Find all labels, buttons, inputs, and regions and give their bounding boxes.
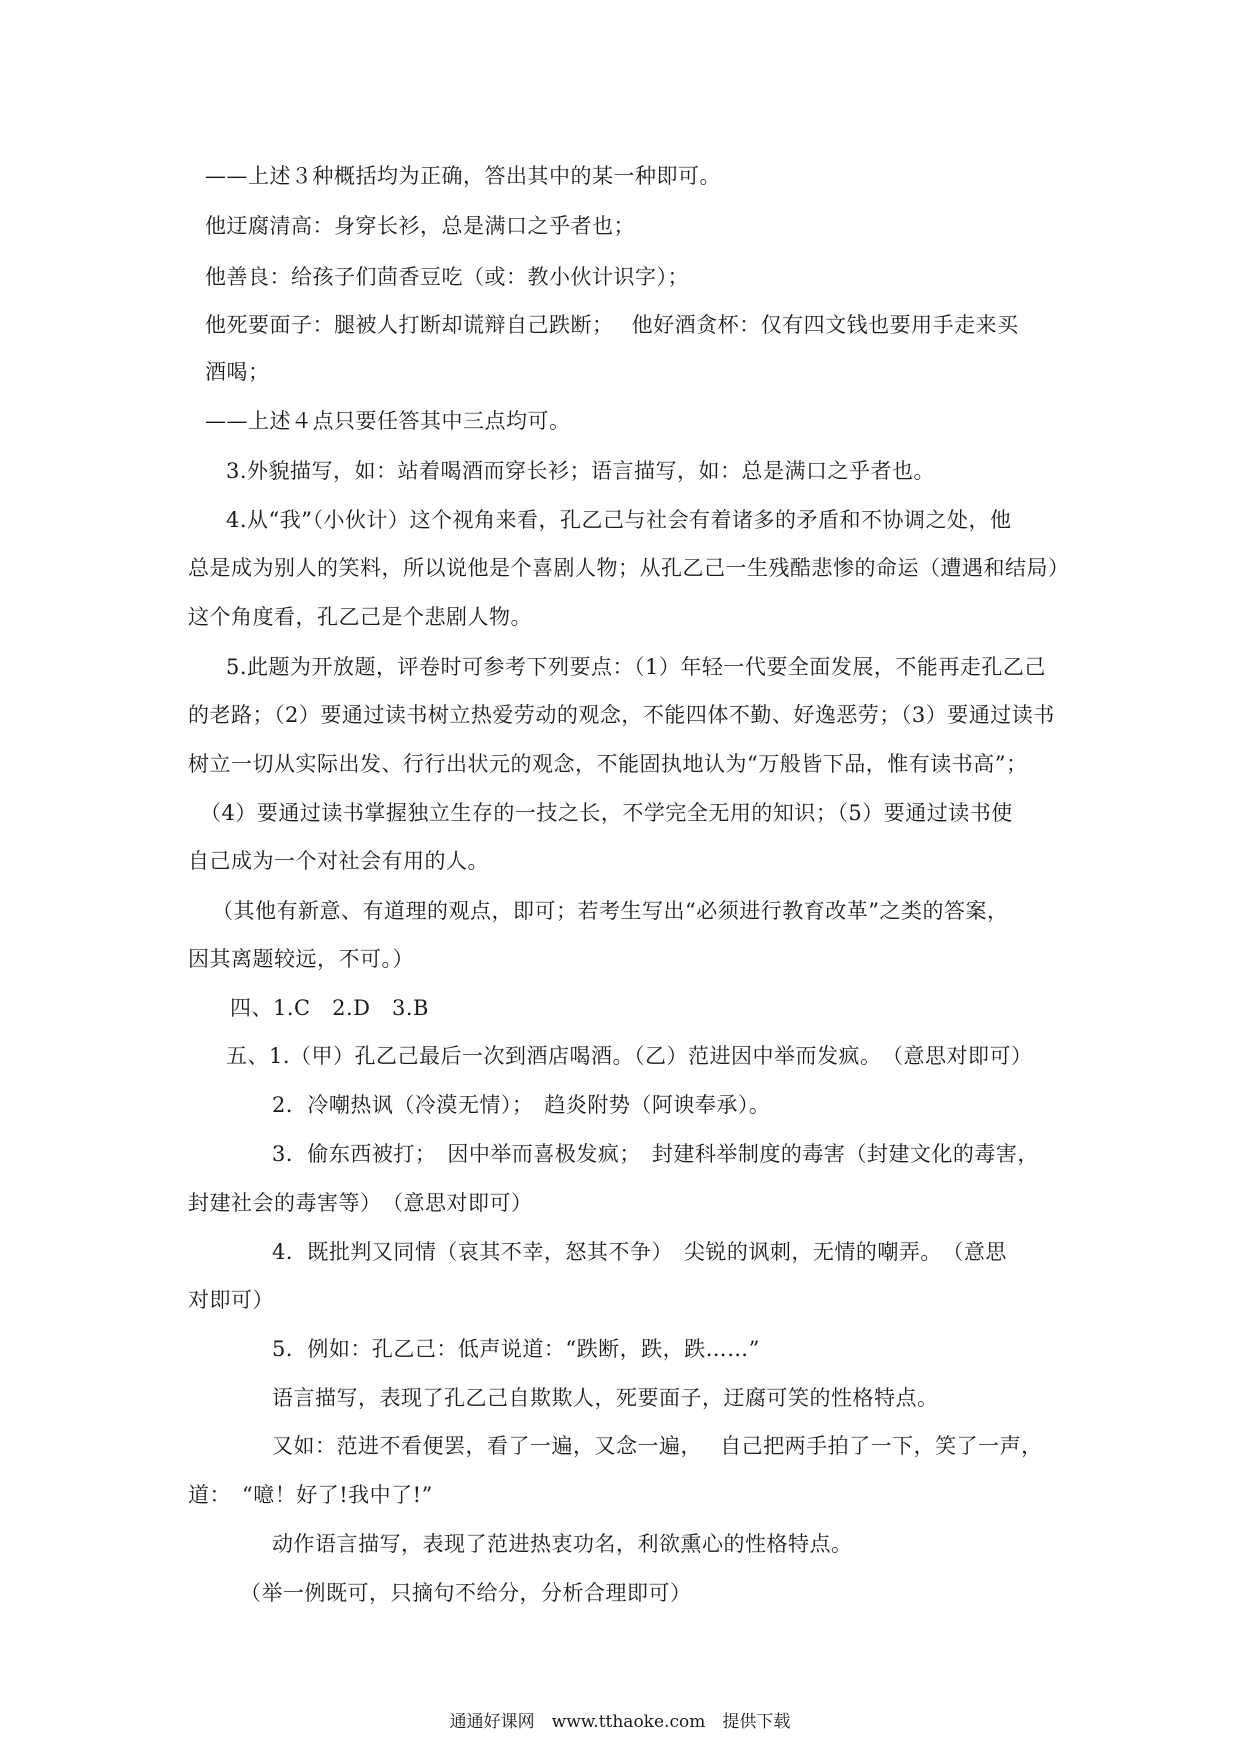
text-line: （其他有新意、有道理的观点，即可；若考生写出“必须进行教育改革”之类的答案， xyxy=(212,899,1009,923)
text-line: 语言描写，表现了孔乙己自欺欺人，死要面子，迂腐可笑的性格特点。 xyxy=(272,1386,939,1410)
text-line: 对即可） xyxy=(188,1288,274,1312)
text-line: 道： “噫！好了!我中了!” xyxy=(188,1483,433,1507)
text-line: 4．既批判又同情（哀其不幸，怒其不争） 尖锐的讽刺，无情的嘲弄。 （意思 xyxy=(272,1240,1007,1264)
text-line: 他死要面子：腿被人打断却谎辩自己跌断； 他好酒贪杯：仅有四文钱也要用手走来买 xyxy=(205,313,1019,337)
text-line: 酒喝； xyxy=(205,360,270,384)
text-line: 的老路；（2）要通过读书树立热爱劳动的观念，不能四体不勤、好逸恶劳；（3）要通过读书 xyxy=(188,703,1055,727)
text-line: 自己成为一个对社会有用的人。 xyxy=(188,849,489,873)
text-line: 这个角度看，孔乙己是个悲剧人物。 xyxy=(188,605,532,629)
text-line: 3.外貌描写，如：站着喝酒而穿长衫；语言描写，如：总是满口之乎者也。 xyxy=(226,459,936,483)
text-line: 总是成为别人的笑料，所以说他是个喜剧人物；从孔乙己一生残酷悲惨的命运（遭遇和结局） xyxy=(188,556,1070,580)
text-line: 4.从“我”（小伙计）这个视角来看，孔乙己与社会有着诸多的矛盾和不协调之处，他 xyxy=(226,508,1012,532)
text-line: 五、1.（甲）孔乙己最后一次到酒店喝酒。（乙）范进因中举而发疯。 （意思对即可） xyxy=(226,1044,1033,1068)
text-line: 又如：范进不看便罢，看了一遍，又念一遍， 自己把两手拍了一下，笑了一声， xyxy=(272,1434,1043,1458)
text-line: 5．例如：孔乙己：低声说道：“跌断，跌，跌……” xyxy=(272,1337,760,1361)
text-line: 2．冷嘲热讽（冷漠无情）； 趋炎附势（阿谀奉承）。 xyxy=(272,1093,771,1117)
text-line: 四、1.C 2.D 3.B xyxy=(230,996,429,1020)
text-line: （4）要通过读书掌握独立生存的一技之长，不学完全无用的知识；（5）要通过读书使 xyxy=(200,801,1013,825)
text-line: 树立一切从实际出发、行行出状元的观念，不能固执地认为“万般皆下品，惟有读书高”； xyxy=(188,752,1028,776)
text-line: （举一例既可，只摘句不给分，分析合理即可） xyxy=(240,1581,692,1605)
text-line: 3．偷东西被打； 因中举而喜极发疯； 封建科举制度的毒害（封建文化的毒害， xyxy=(272,1142,1039,1166)
text-line: 5.此题为开放题，评卷时可参考下列要点：（1）年轻一代要全面发展，不能再走孔乙己 xyxy=(226,655,1046,679)
text-line: 因其离题较远，不可。） xyxy=(188,947,414,971)
page-footer: 通通好课网 www.tthaoke.com 提供下载 xyxy=(449,1712,791,1732)
text-line: 动作语言描写，表现了范进热衷功名，利欲熏心的性格特点。 xyxy=(272,1532,853,1556)
text-line: 他善良：给孩子们茴香豆吃（或：教小伙计识字）； xyxy=(205,265,689,289)
text-line: ——上述３种概括均为正确，答出其中的某一种即可。 xyxy=(205,164,721,188)
text-line: 他迂腐清高：身穿长衫，总是满口之乎者也； xyxy=(205,214,635,238)
text-line: 封建社会的毒害等） （意思对即可） xyxy=(188,1191,533,1215)
text-line: ——上述４点只要任答其中三点均可。 xyxy=(205,409,571,433)
